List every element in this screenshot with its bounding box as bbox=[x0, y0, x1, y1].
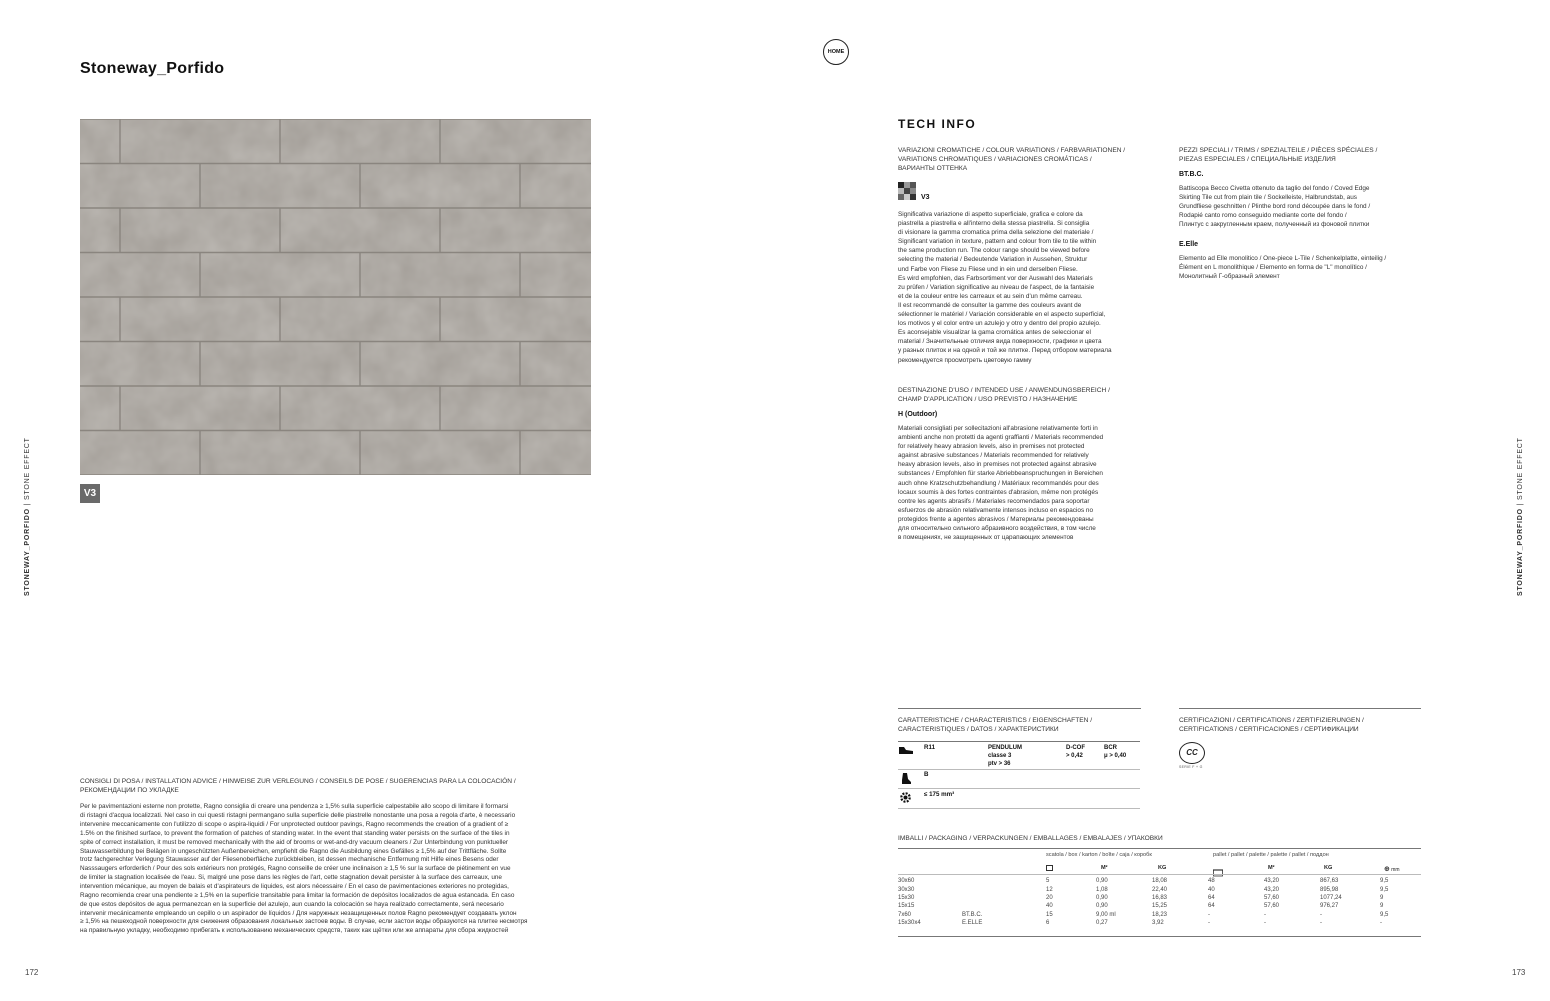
installation-line: di ristagni d'acqua localizzati. Nel caso in cui questi ristagni permangano sulla superficie delle piastrelle nonostante una posa a regola d'arte, è necessario bbox=[80, 812, 516, 820]
char-rule-top bbox=[898, 741, 1140, 742]
colour-line: the same production run. The colour range should be viewed before bbox=[898, 247, 1090, 255]
use-line: auch ohne Kratzschutzbehandlung / Matériaux recommandés pour des bbox=[898, 479, 1099, 487]
box-m2-header: M² bbox=[1101, 865, 1108, 871]
pendulum-label: PENDULUM bbox=[988, 745, 1022, 751]
installation-line: de limiter la stagnation localisée de l'eau. Si, malgré une pose dans les règles de l'art, cette stagnation devait persister à la surface des carreaux, une bbox=[80, 874, 502, 882]
divider-characteristics bbox=[898, 708, 1141, 709]
packaging-cell: 48 bbox=[1208, 878, 1215, 885]
trim-line: Skirting Tile cut from plain tile / Sockelleiste, Halbrundstab, aus bbox=[1179, 194, 1357, 202]
variation-value: V3 bbox=[921, 194, 930, 201]
packaging-cell: - bbox=[1380, 920, 1382, 927]
packaging-rows bbox=[898, 877, 1421, 927]
packaging-row bbox=[898, 894, 1421, 902]
packaging-cell: 9,5 bbox=[1380, 878, 1389, 885]
installation-line: Nasssaugers erforderlich / Pour des sols extérieurs non protégés, Ragno conseille de créer une inclinaison ≥ 1,5 % sur la surface de piétinement en vue bbox=[80, 865, 511, 873]
colour-heading-2: VARIATIONS CHROMATIQUES / VARIACIONES CROMÁTICAS / bbox=[898, 156, 1092, 164]
packaging-cell: 3,92 bbox=[1152, 920, 1164, 927]
colour-heading-3: ВАРИАНТЫ ОТТЕНКА bbox=[898, 165, 968, 173]
installation-advice bbox=[80, 777, 610, 936]
foot-icon bbox=[900, 772, 912, 785]
char-rule-3 bbox=[898, 808, 1140, 809]
dcof-block bbox=[1066, 744, 1085, 760]
thickness-header bbox=[1384, 865, 1400, 873]
trim-description-eelle bbox=[1179, 254, 1439, 281]
ccc-certification-logo: CC bbox=[1179, 742, 1205, 764]
use-line: esfuerzos de abrasión relativamente intensos incluso en espacios no bbox=[898, 506, 1094, 514]
packaging-cell: 0,27 bbox=[1096, 920, 1108, 927]
colour-line: und Farbe von Fliese zu Fliese und in ein und derselben Fliese. bbox=[898, 265, 1078, 273]
installation-line: на правильную укладку, необходимо прибегать к использованию механических средств, таких как щётки или же аппараты для сбора жидкостей bbox=[80, 927, 509, 935]
packaging-cell: 15,25 bbox=[1152, 903, 1168, 910]
trim-line: Elemento ad Elle monolitico / One-piece L-Tile / Schenkelplatte, einteilig / bbox=[1179, 255, 1387, 262]
char-rule-2 bbox=[898, 788, 1140, 789]
colour-line: sélectionner le matériel / Variación considerable en el aspecto superficial, bbox=[898, 311, 1106, 319]
side-label-rest: | STONE EFFECT bbox=[24, 437, 31, 509]
variation-icon bbox=[898, 182, 916, 200]
trim-line: Battiscopa Becco Civetta ottenuto da taglio del fondo / Coved Edge bbox=[1179, 185, 1370, 192]
packaging-cell: E.ELLE bbox=[962, 920, 983, 927]
variation-badge: V3 bbox=[80, 484, 100, 503]
use-line: heavy abrasion levels, also in premises not protected against abrasive bbox=[898, 461, 1097, 469]
page-title: Stoneway_Porfido bbox=[80, 60, 225, 77]
use-description bbox=[898, 424, 1158, 542]
colour-description bbox=[898, 210, 1158, 365]
packaging-cell: 16,83 bbox=[1152, 894, 1168, 901]
packaging-cell: 0,90 bbox=[1096, 903, 1108, 910]
packaging-cell: 57,60 bbox=[1264, 903, 1280, 910]
trim-line: Élément en L monolithique / Elemento en forma de "L" monolítico / bbox=[1179, 264, 1367, 272]
page-number-right: 173 bbox=[1512, 968, 1526, 977]
char-rule-1 bbox=[898, 769, 1140, 770]
packaging-cell: 20 bbox=[1046, 894, 1053, 901]
trims-heading-2: PIEZAS ESPECIALES / СПЕЦИАЛЬНЫЕ ИЗДЕЛИЯ bbox=[1179, 156, 1336, 164]
pallet-kg-header: KG bbox=[1324, 865, 1333, 871]
packaging-cell bbox=[962, 877, 1046, 885]
packaging-cell: - bbox=[1208, 911, 1210, 918]
packaging-cell: 15 bbox=[1046, 911, 1053, 918]
colour-line: et de la couleur entre les carreaux et au sein d'un même carreau. bbox=[898, 292, 1083, 300]
cert-heading-2: CERTIFICATIONS / CERTIFICACIONES / СЕРТИФИКАЦИИ bbox=[1179, 726, 1359, 734]
packaging-cell: 9,00 ml bbox=[1096, 911, 1116, 918]
trim-line: Плинтус с закругленным краем, полученный из фоновой плитки bbox=[1179, 221, 1370, 229]
packaging-cell: 30x30 bbox=[898, 886, 915, 893]
installation-line: intervenir mecánicamente empleando un cepillo o un aspirador de líquidos / Для наружных незащищенных полов Ragno рекомендует создавать уклон bbox=[80, 909, 517, 917]
packaging-rule-top bbox=[898, 848, 1421, 849]
colour-line: selecting the material / Bedeutende Variation in Aussehen, Struktur bbox=[898, 256, 1088, 264]
packaging-table bbox=[898, 877, 1421, 927]
box-kg-header: KG bbox=[1158, 865, 1167, 871]
installation-line: Per le pavimentazioni esterne non protette, Ragno consiglia di creare una pendenza ≥ 1,5% sulla superficie calpestabile allo scopo di limitare il formarsi bbox=[80, 803, 509, 811]
tile-photo bbox=[80, 119, 591, 475]
installation-line: de que estos depósitos de agua permanezcan en la superficie del azulejo, aun cuando la colocación se haya realizado correctamente, será necesario bbox=[80, 900, 504, 908]
packaging-cell: - bbox=[1320, 911, 1322, 918]
divider-certifications bbox=[1179, 708, 1421, 709]
use-line: locaux soumis à des fortes contraintes d'abrasion, même non protégés bbox=[898, 488, 1099, 496]
packaging-cell: 895,98 bbox=[1320, 886, 1339, 893]
packaging-cell: 18,23 bbox=[1152, 911, 1168, 918]
packaging-row bbox=[898, 902, 1421, 910]
packaging-cell: 9 bbox=[1380, 903, 1384, 910]
use-line: for relatively heavy abrasion levels, also in premises not protected bbox=[898, 443, 1085, 451]
colour-line: у разных плиток и на одной и той же плитке. Перед отбором материала bbox=[898, 347, 1112, 355]
installation-line: Ragno recomienda crear una pendiente ≥ 1,5% en la superficie transitable para limitar la formación de depósitos localizados de agua estancada. En caso bbox=[80, 891, 515, 899]
packaging-cell: 43,20 bbox=[1264, 886, 1280, 893]
colour-line: zu prüfen / Variation significative au niveau de l'aspect, de la fantaisie bbox=[898, 283, 1095, 291]
colour-heading-1: VARIAZIONI CROMATICHE / COLOUR VARIATIONS / FARBVARIATIONEN / bbox=[898, 147, 1126, 154]
installation-heading-ru: РЕКОМЕНДАЦИИ ПО УКЛАДКЕ bbox=[80, 787, 179, 795]
dcof-label: D-COF bbox=[1066, 745, 1085, 751]
side-label-left bbox=[24, 437, 31, 596]
packaging-cell: 0,90 bbox=[1096, 894, 1108, 901]
colour-line: Il est recommandé de consulter la gamme des couleurs avant de bbox=[898, 301, 1082, 309]
barefoot-value: B bbox=[924, 771, 929, 778]
packaging-cell: 0,90 bbox=[1096, 878, 1108, 885]
colour-variations-section bbox=[898, 146, 1158, 174]
side-label-bold-right: STONEWAY_PORFIDO bbox=[1517, 508, 1524, 596]
bcr-block bbox=[1104, 744, 1126, 760]
colour-line: Significant variation in texture, pattern and colour from tile to tile within bbox=[898, 238, 1097, 246]
packaging-cell: 64 bbox=[1208, 903, 1215, 910]
colour-line: di visionare la gamma cromatica prima della selezione del materiale / bbox=[898, 229, 1094, 237]
use-line: contre les agents abrasifs / Materiales recomendados para soportar bbox=[898, 497, 1090, 505]
packaging-cell: 22,40 bbox=[1152, 886, 1168, 893]
bcr-label: BCR bbox=[1104, 745, 1117, 751]
certifications-section bbox=[1179, 716, 1429, 734]
slip-r-value: R11 bbox=[924, 744, 936, 751]
use-line: substances / Empfohlen für starke Abriebbeanspruchungen in Bereichen bbox=[898, 470, 1103, 478]
packaging-cell: - bbox=[1264, 911, 1266, 918]
packaging-cell: 5 bbox=[1046, 878, 1050, 885]
installation-line: spite of correct installation, it must be removed mechanically with the aid of brooms or wet-and-dry vacuum cleaners / Zur Unterbindung von punktueller bbox=[80, 838, 509, 846]
cert-caption: SERIE F + G bbox=[1179, 765, 1203, 769]
packaging-cell: - bbox=[1320, 920, 1322, 927]
packaging-rule-header bbox=[898, 874, 1421, 875]
trim-line: Grundfliese geschnitten / Plinthe bord rond découpée dans le fond / bbox=[1179, 203, 1371, 211]
use-line: protegidos frente a agentes abrasivos / Материалы рекомендованы bbox=[898, 515, 1094, 523]
packaging-cell: - bbox=[1264, 920, 1266, 927]
packaging-cell: 40 bbox=[1046, 903, 1053, 910]
packaging-cell: 9,5 bbox=[1380, 911, 1389, 918]
barefoot-row bbox=[898, 771, 1140, 787]
side-label-right bbox=[1517, 437, 1524, 596]
trim-code-eelle: E.Elle bbox=[1179, 241, 1199, 248]
use-heading-1: DESTINAZIONE D'USO / INTENDED USE / ANWENDUNGSBEREICH / bbox=[898, 387, 1110, 394]
colour-line: material / Значительные отличия вида поверхности, графики и цвета bbox=[898, 338, 1102, 346]
packaging-row bbox=[898, 911, 1421, 919]
packaging-cell: 6 bbox=[1046, 920, 1050, 927]
packaging-cell: 1,08 bbox=[1096, 886, 1108, 893]
packaging-heading: IMBALLI / PACKAGING / VERPACKUNGEN / EMBALLAGES / EMBALAJES / УПАКОВКИ bbox=[898, 835, 1163, 842]
trim-description-btbc bbox=[1179, 184, 1439, 229]
colour-line: рекомендуется просмотреть цветовую гамму bbox=[898, 356, 1032, 364]
packaging-row bbox=[898, 885, 1421, 893]
colour-line: piastrella a piastrella e all'interno della stessa piastrella. Si consiglia bbox=[898, 220, 1090, 228]
packaging-cell: 867,63 bbox=[1320, 878, 1339, 885]
thickness-icon: ⊕ bbox=[1384, 866, 1390, 873]
pallet-m2-header: M² bbox=[1268, 865, 1275, 871]
packaging-cell: 30x60 bbox=[898, 878, 915, 885]
packaging-cell: BT.B.C. bbox=[962, 911, 983, 918]
installation-line: ≥ 1,5% на пешеходной поверхности для снижения образования локальных застоев воды. В случае, если застои воды образуются на плитке несмотря bbox=[80, 918, 528, 926]
installation-text bbox=[80, 803, 610, 936]
packaging-cell: 64 bbox=[1208, 894, 1215, 901]
installation-line: 1.5% on the finished surface, to prevent the formation of patches of standing water. In the event that standing water persists on the surface of the tiles in bbox=[80, 829, 510, 837]
pallet-group-label: pallet / pallet / palette / palette / pallet / поддон bbox=[1213, 852, 1329, 858]
packaging-cell: 18,08 bbox=[1152, 878, 1168, 885]
dcof-value: > 0,42 bbox=[1066, 753, 1083, 759]
use-heading-2: CHAMP D'APPLICATION / USO PREVISTO / НАЗНАЧЕНИЕ bbox=[898, 396, 1078, 404]
bcr-value: μ > 0,40 bbox=[1104, 753, 1127, 759]
pendulum-class: classe 3 bbox=[988, 753, 1012, 759]
gear-icon bbox=[899, 791, 912, 804]
pendulum-block bbox=[988, 744, 1022, 768]
box-group-label: scatola / box / karton / boîte / caja / коробк bbox=[1046, 852, 1152, 858]
packaging-rule-bottom bbox=[898, 936, 1421, 937]
installation-line: trotz fachgerechter Verlegung Stauwasser auf der Fliesenoberfläche zurückbleiben, ist dessen mechanische Entfernung mit Hilfe eines Besens oder bbox=[80, 856, 499, 864]
packaging-cell: 15x30 bbox=[898, 894, 915, 901]
intended-use-section bbox=[898, 386, 1158, 404]
packaging-cell: - bbox=[1208, 920, 1210, 927]
packaging-cell: 12 bbox=[1046, 886, 1053, 893]
box-pieces-icon bbox=[1046, 865, 1053, 871]
use-line: в помещениях, не защищенных от царапающих элементов bbox=[898, 534, 1074, 542]
side-label-bold: STONEWAY_PORFIDO bbox=[24, 508, 31, 596]
shoe-icon bbox=[898, 745, 914, 755]
packaging-cell: 9 bbox=[1380, 894, 1384, 901]
packaging-cell: 57,60 bbox=[1264, 894, 1280, 901]
installation-line: Stauwasserbildung bei Belägen in ungeschützten Außenbereichen, empfiehlt die Ragno die Ausbildung eines Gefälles ≥ 1,5% auf der Trittfläche. Sollte bbox=[80, 847, 507, 855]
page-number-left: 172 bbox=[25, 968, 39, 977]
colour-line: Es wird empfohlen, das Farbsortiment vor der Auswahl des Materials bbox=[898, 274, 1093, 282]
pendulum-ptv: ptv > 36 bbox=[988, 761, 1011, 767]
thickness-unit: mm bbox=[1391, 867, 1400, 873]
tech-info-heading: TECH INFO bbox=[898, 117, 977, 131]
colour-line: Significativa variazione di aspetto superficiale, grafica e colore da bbox=[898, 211, 1083, 218]
use-line: against abrasive substances / Materials recommended for relatively bbox=[898, 452, 1089, 460]
trim-line: Монолитный Г-образный элемент bbox=[1179, 273, 1280, 281]
packaging-cell: 976,27 bbox=[1320, 903, 1339, 910]
trims-section bbox=[1179, 146, 1439, 164]
colour-line: los motivos y el color entre un azulejo y otro y dentro del propio azulejo. bbox=[898, 320, 1101, 328]
packaging-row bbox=[898, 877, 1421, 885]
use-value: H (Outdoor) bbox=[898, 411, 938, 418]
installation-line: intervention mécanique, au moyen de balais et d'aspirateurs de liquides, est alors nécessaire / En el caso de pavimentaciones exteriores no protegidas, bbox=[80, 883, 509, 890]
char-heading-1: CARATTERISTICHE / CHARACTERISTICS / EIGENSCHAFTEN / bbox=[898, 717, 1093, 724]
packaging-header-row bbox=[898, 864, 1421, 874]
packaging-cell bbox=[962, 902, 1046, 910]
packaging-cell: 43,20 bbox=[1264, 878, 1280, 885]
use-line: ambienti anche non protetti da agenti graffianti / Materials recommended bbox=[898, 434, 1104, 442]
tile-pattern bbox=[80, 119, 591, 475]
packaging-row bbox=[898, 919, 1421, 927]
char-heading-2: CARACTERISTIQUES / DATOS / ХАРАКТЕРИСТИКИ bbox=[898, 726, 1059, 734]
packaging-cell: 1077,24 bbox=[1320, 894, 1342, 901]
use-line: для относительно сильного абразивного воздействия, в том числе bbox=[898, 525, 1096, 533]
packaging-cell: 7x60 bbox=[898, 911, 912, 918]
packaging-cell bbox=[962, 894, 1046, 902]
installation-heading: CONSIGLI DI POSA / INSTALLATION ADVICE / HINWEISE ZUR VERLEGUNG / CONSEILS DE POSE / SUGERENCIAS PARA LA COLOCACIÓN / bbox=[80, 778, 516, 785]
use-line: Materiali consigliati per sollecitazioni all'abrasione relativamente forti in bbox=[898, 425, 1098, 432]
abrasion-row bbox=[898, 790, 1140, 806]
installation-line: intervenire meccanicamente con l'utilizzo di scope o aspira-liquidi / For unprotected outdoor pavings, Ragno recommends the creation of a gradient of ≥ bbox=[80, 821, 509, 829]
packaging-cell: 40 bbox=[1208, 886, 1215, 893]
packaging-cell: 15x30x4 bbox=[898, 920, 921, 927]
trim-line: Rodapié canto romo conseguido mediante corte del fondo / bbox=[1179, 212, 1347, 220]
home-button[interactable]: HOME bbox=[823, 39, 849, 65]
colour-line: Es aconsejable visualizar la gama cromática antes de seleccionar el bbox=[898, 329, 1091, 337]
packaging-cell bbox=[962, 885, 1046, 893]
packaging-cell: 9,5 bbox=[1380, 886, 1389, 893]
cert-heading-1: CERTIFICAZIONI / CERTIFICATIONS / ZERTIFIZIERUNGEN / bbox=[1179, 717, 1364, 724]
side-label-rest-right: | STONE EFFECT bbox=[1517, 437, 1524, 509]
trim-code-btbc: BT.B.C. bbox=[1179, 171, 1204, 178]
characteristics-section bbox=[898, 716, 1148, 734]
trims-heading-1: PEZZI SPECIALI / TRIMS / SPEZIALTEILE / PIÈCES SPÉCIALES / bbox=[1179, 147, 1378, 154]
packaging-cell: 15x15 bbox=[898, 903, 915, 910]
abrasion-value: ≤ 175 mm³ bbox=[924, 791, 955, 798]
